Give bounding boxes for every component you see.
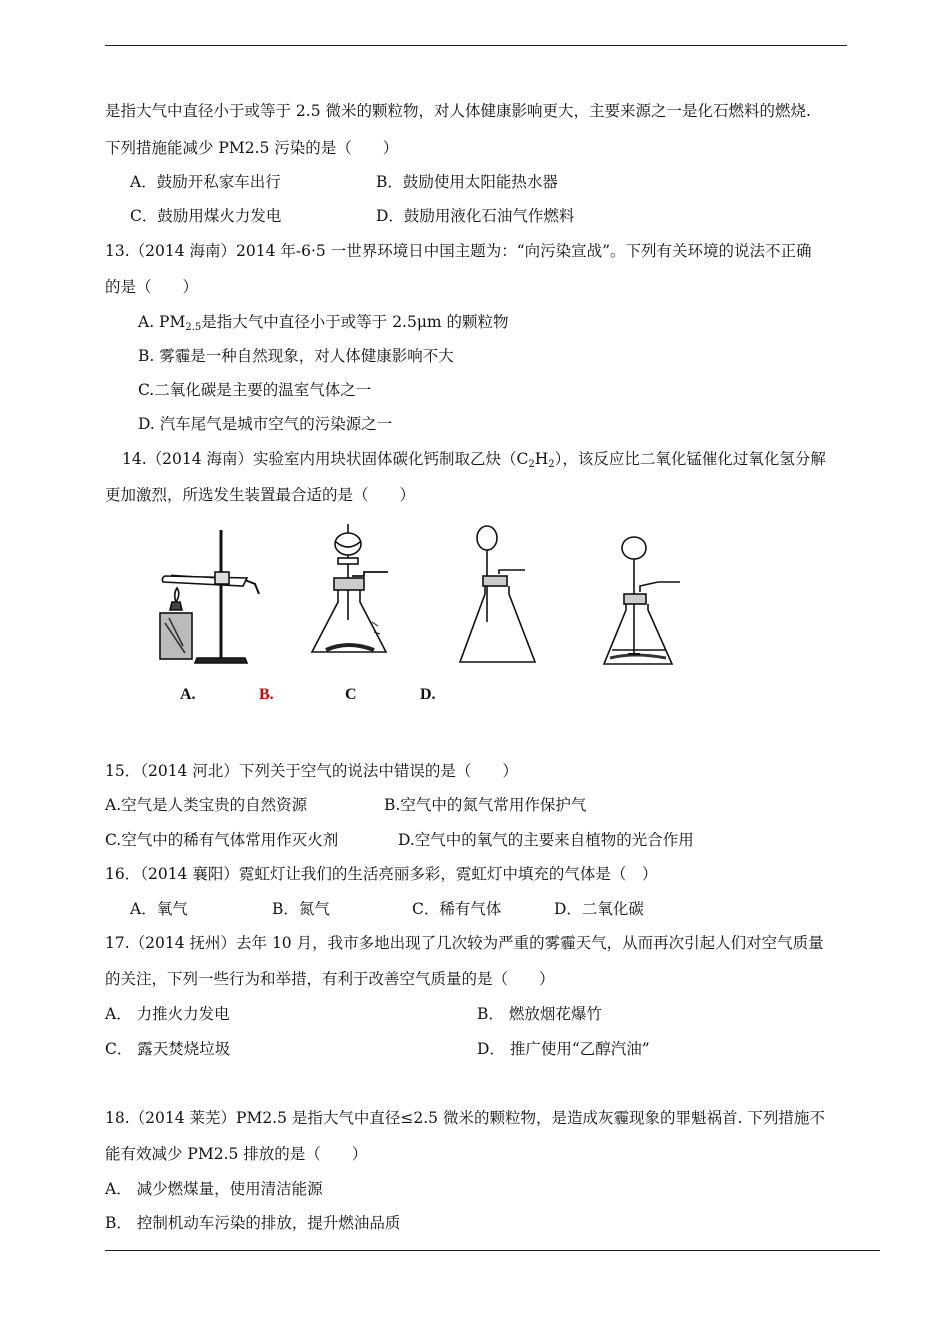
q12-option-b: B．鼓励使用太阳能热水器 bbox=[376, 173, 558, 191]
q18-option-a: A． 减少燃煤量，使用清洁能源 bbox=[105, 1180, 323, 1198]
q13-line2: 的是（ ） bbox=[105, 278, 199, 296]
q14-line1-mid: H bbox=[534, 450, 549, 468]
q16-line1: 16．（2014 襄阳）霓虹灯让我们的生活亮丽多彩，霓虹灯中填充的气体是（ ） bbox=[105, 865, 658, 883]
q18-option-b: B． 控制机动车污染的排放，提升燃油品质 bbox=[105, 1214, 401, 1232]
q15-option-d: D.空气中的氧气的主要来自植物的光合作用 bbox=[398, 831, 694, 849]
q17-line1: 17.（2014 抚州）去年 10 月，我市多地出现了几次较为严重的雾霾天气，从而再次引起人们对空气质量 bbox=[105, 934, 824, 952]
footer-rule bbox=[105, 1250, 880, 1251]
q13-option-a-sub: 2.5 bbox=[185, 322, 202, 333]
q13-line1: 13.（2014 海南）2014 年-6·5 一世界环境日中国主题为：“向污染宣战”。下列有关环境的说法不正确 bbox=[105, 242, 812, 260]
apparatus-b-image bbox=[308, 522, 408, 662]
q15-option-b: B.空气中的氮气常用作保护气 bbox=[384, 796, 587, 814]
apparatus-d-image bbox=[600, 530, 690, 670]
q12-line1: 是指大气中直径小于或等于 2.5 微米的颗粒物，对人体健康影响更大，主要来源之一是化石燃料的燃烧. bbox=[105, 102, 811, 120]
q14-line1 bbox=[122, 448, 826, 476]
q14-sub-1: 2 bbox=[528, 459, 535, 470]
q17-option-c: C． 露天焚烧垃圾 bbox=[105, 1040, 231, 1058]
q13-option-a-pre: A. PM bbox=[138, 313, 186, 331]
q12-option-d: D．鼓励用液化石油气作燃料 bbox=[376, 207, 575, 225]
q18-line2: 能有效减少 PM2.5 排放的是（ ） bbox=[105, 1145, 368, 1163]
apparatus-b-label: B. bbox=[259, 686, 274, 703]
q17-option-b: B． 燃放烟花爆竹 bbox=[477, 1005, 602, 1023]
q12-option-c: C．鼓励用煤火力发电 bbox=[130, 207, 282, 225]
q16-option-a: A．氧气 bbox=[130, 900, 188, 918]
q12-line2: 下列措施能减少 PM2.5 污染的是（ ） bbox=[105, 139, 399, 157]
q14-sub-2: 2 bbox=[548, 459, 555, 470]
q15-option-c: C.空气中的稀有气体常用作灭火剂 bbox=[105, 831, 339, 849]
q18-line1: 18.（2014 莱芜）PM2.5 是指大气中直径≤2.5 微米的颗粒物，是造成灰霾现象的罪魁祸首. 下列措施不 bbox=[105, 1109, 825, 1127]
q13-option-b: B. 雾霾是一种自然现象，对人体健康影响不大 bbox=[138, 347, 454, 365]
q15-option-a: A.空气是人类宝贵的自然资源 bbox=[105, 796, 308, 814]
apparatus-c-label: C bbox=[345, 686, 357, 703]
q17-option-d: D． 推广使用“乙醇汽油” bbox=[477, 1040, 650, 1058]
q16-option-c: C．稀有气体 bbox=[412, 900, 502, 918]
q12-option-a: A．鼓励开私家车出行 bbox=[130, 173, 281, 191]
q13-option-a-post: 是指大气中直径小于或等于 2.5μm 的颗粒物 bbox=[201, 313, 509, 331]
q16-option-d: D．二氧化碳 bbox=[554, 900, 644, 918]
q13-option-c: C.二氧化碳是主要的温室气体之一 bbox=[138, 381, 372, 399]
apparatus-a-label: A. bbox=[180, 686, 196, 703]
q17-option-a: A． 力推火力发电 bbox=[105, 1005, 230, 1023]
q14-line1-pre: 14.（2014 海南）实验室内用块状固体碳化钙制取乙炔（C bbox=[122, 450, 529, 468]
q17-line2: 的关注，下列一些行为和举措，有利于改善空气质量的是（ ） bbox=[105, 970, 555, 988]
q15-line1: 15．（2014 河北）下列关于空气的说法中错误的是（ ） bbox=[105, 762, 518, 780]
header-rule bbox=[105, 45, 847, 46]
q14-line2: 更加激烈，所选发生装置最合适的是（ ） bbox=[105, 486, 416, 504]
apparatus-c-image bbox=[455, 522, 545, 667]
q16-option-b: B．氮气 bbox=[272, 900, 330, 918]
q13-option-d: D. 汽车尾气是城市空气的污染源之一 bbox=[138, 415, 393, 433]
q14-line1-post: ），该反应比二氧化锰催化过氧化氢分解 bbox=[554, 450, 826, 468]
q13-option-a bbox=[138, 311, 509, 339]
apparatus-d-label: D. bbox=[420, 686, 436, 703]
apparatus-a-image bbox=[155, 528, 265, 668]
